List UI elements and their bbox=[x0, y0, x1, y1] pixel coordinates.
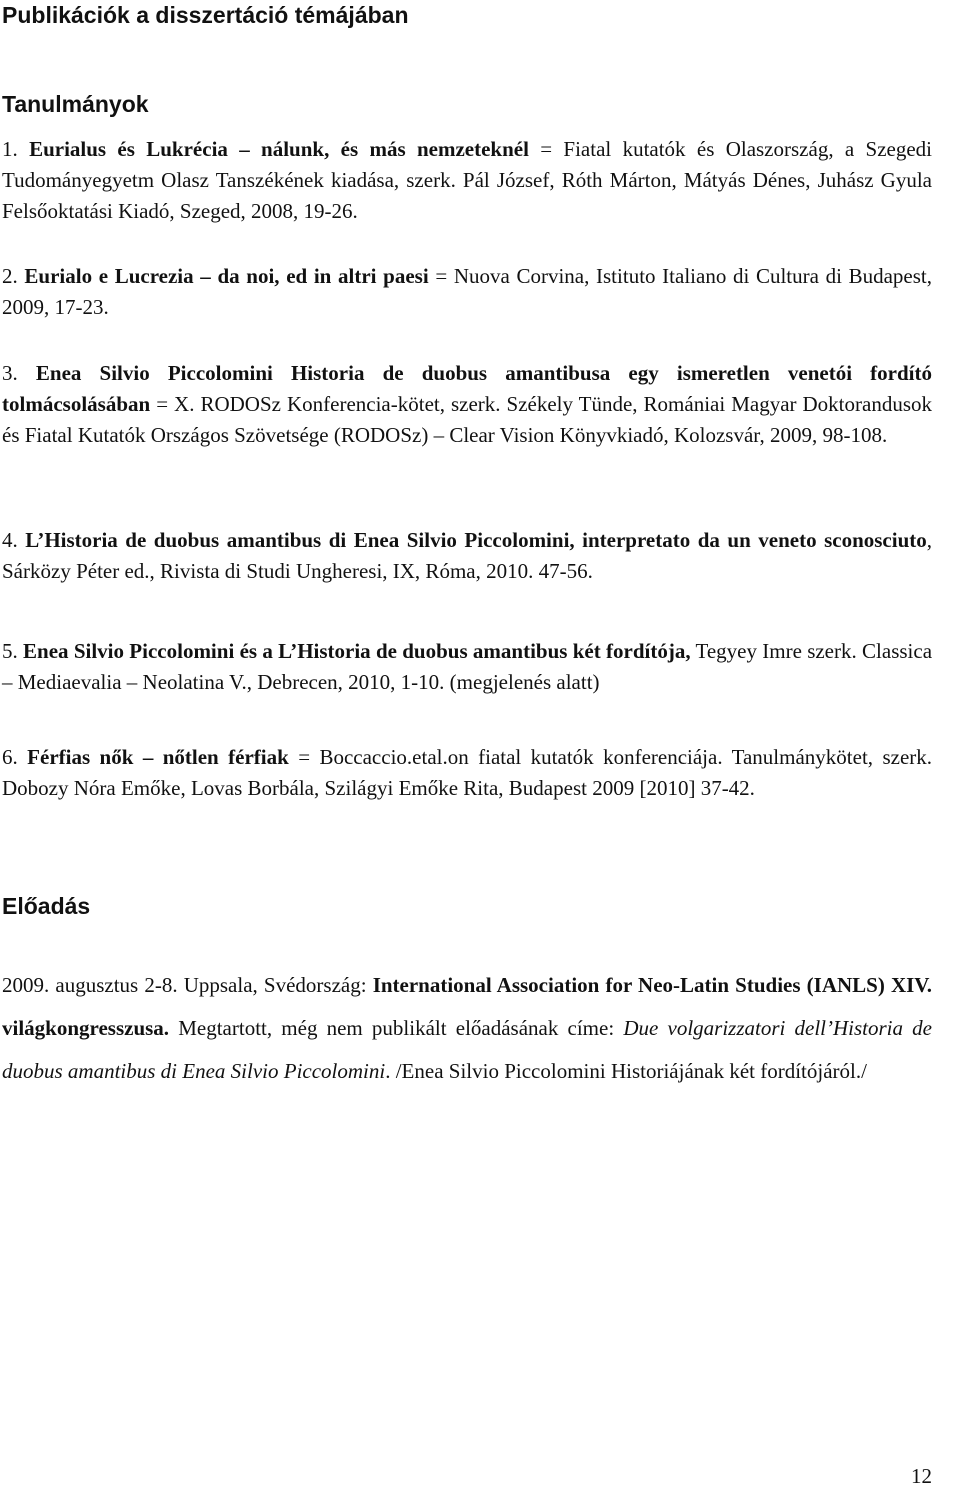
study-entry-6 bbox=[2, 742, 932, 804]
lecture-event: International Association for Neo-Latin Studies (IANLS) XIV. világkongresszusa. bbox=[2, 973, 933, 1040]
page-number: 12 bbox=[911, 1464, 932, 1488]
entry-number: 3. bbox=[2, 361, 36, 385]
entry-details: = Boccaccio.etal.on fiatal kutatók konferenciája. Tanulmánykötet, szerk. Dobozy Nóra Emőke, Lovas Borbála, Szilágyi Emőke Rita, Budapest 2009 [2010] 37-42. bbox=[2, 745, 933, 800]
entry-title: Eurialus és Lukrécia – nálunk, és más nemzeteknél bbox=[29, 137, 529, 161]
entry-title: L’Historia de duobus amantibus di Enea Silvio Piccolomini, interpretato da un veneto sconosciuto bbox=[25, 528, 927, 552]
entry-number: 2. bbox=[2, 264, 25, 288]
entry-title: Férfias nők – nőtlen férfiak bbox=[27, 745, 289, 769]
lecture-date-place: 2009. augusztus 2-8. Uppsala, Svédország: bbox=[2, 973, 373, 997]
section-heading-lecture: Előadás bbox=[2, 893, 91, 919]
entry-title: Eurialo e Lucrezia – da noi, ed in altri paesi bbox=[24, 264, 429, 288]
lecture-title: Due volgarizzatori dell’Historia de duobus amantibus di Enea Silvio Piccolomini bbox=[2, 1016, 932, 1083]
entry-details: = Nuova Corvina, Istituto Italiano di Cultura di Budapest, 2009, 17-23. bbox=[2, 264, 932, 319]
lecture-entry bbox=[2, 964, 932, 1093]
lecture-after: . /Enea Silvio Piccolomini Historiájának két fordítójáról./ bbox=[385, 1059, 867, 1083]
entry-details: , Sárközy Péter ed., Rivista di Studi Ungheresi, IX, Róma, 2010. 47-56. bbox=[2, 528, 933, 583]
lecture-text: Megtartott, még nem publikált előadásának címe: bbox=[169, 1016, 624, 1040]
entry-details: = Fiatal kutatók és Olaszország, a Szegedi Tudományegyetm Olasz Tanszékének kiadása, szerk. Pál József, Róth Márton, Mátyás Dénes, Juhász Gyula Felsőoktatási Kiadó, Szeged, 2008, 19-26. bbox=[2, 137, 933, 223]
study-entry-4 bbox=[2, 525, 932, 587]
entry-title: Enea Silvio Piccolomini és a L’Historia de duobus amantibus két fordítója, bbox=[23, 639, 691, 663]
entry-number: 4. bbox=[2, 528, 26, 552]
section-heading-studies: Tanulmányok bbox=[2, 91, 149, 117]
study-entry-3 bbox=[2, 358, 932, 451]
entry-details: = X. RODOSz Konferencia-kötet, szerk. Székely Tünde, Romániai Magyar Doktorandusok és Fiatal Kutatók Országos Szövetsége (RODOSz) – Clear Vision Könyvkiadó, Kolozsvár, 2009, 98-108. bbox=[2, 392, 932, 447]
study-entry-5 bbox=[2, 636, 932, 698]
page-title: Publikációk a disszertáció témájában bbox=[2, 2, 409, 28]
entry-title: Enea Silvio Piccolomini Historia de duobus amantibusa egy ismeretlen venetói fordító tolmácsolásában bbox=[2, 361, 933, 416]
entry-number: 5. bbox=[2, 639, 24, 663]
entry-number: 6. bbox=[2, 745, 28, 769]
entry-number: 1. bbox=[2, 137, 30, 161]
study-entry-2 bbox=[2, 261, 932, 323]
study-entry-1 bbox=[2, 134, 932, 227]
entry-details: Tegyey Imre szerk. Classica – Mediaevalia – Neolatina V., Debrecen, 2010, 1-10. (megjelenés alatt) bbox=[2, 639, 933, 694]
